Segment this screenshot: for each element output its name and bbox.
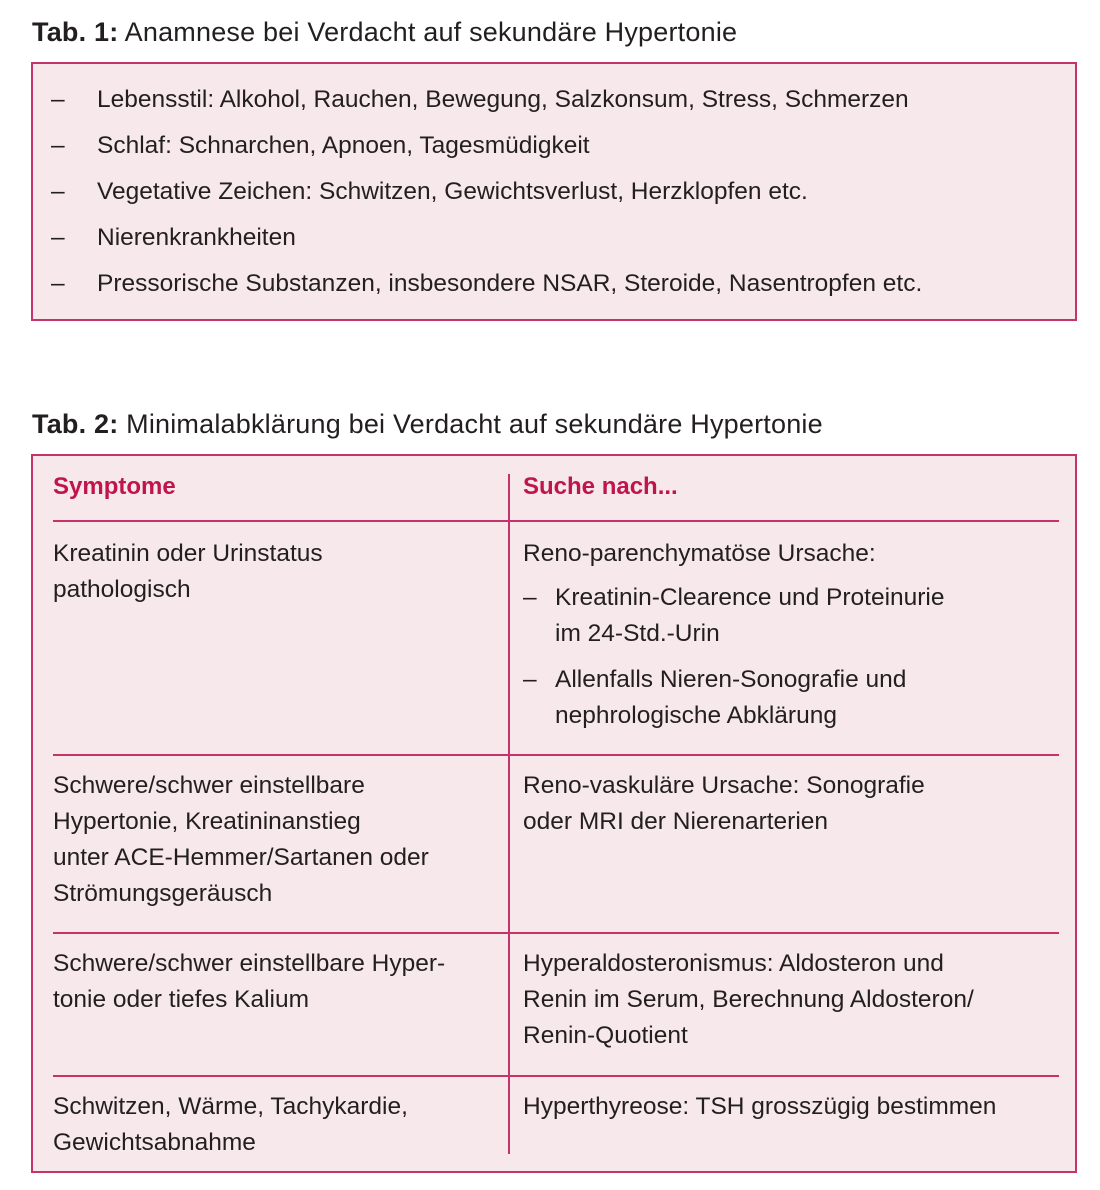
table-row-1-search xyxy=(523,536,945,744)
table2-label: Tab. 2: xyxy=(32,409,119,439)
list-item xyxy=(51,130,922,176)
list-item-text: Schlaf: Schnarchen, Apnoen, Tagesmüdigkeit xyxy=(97,132,590,159)
cell-line: im 24-Std.-Urin xyxy=(555,620,720,647)
list-item-text: Lebensstil: Alkohol, Rauchen, Bewegung, Salzkonsum, Stress, Schmerzen xyxy=(97,86,909,113)
dash-bullet-icon: – xyxy=(51,224,65,251)
table2-title: Minimalabklärung bei Verdacht auf sekundäre Hypertonie xyxy=(126,409,823,439)
table-row-3-symptoms xyxy=(53,946,445,1018)
table2-caption xyxy=(32,408,823,440)
cell-line: Schwere/schwer einstellbare xyxy=(53,772,365,799)
table-row-4-search xyxy=(523,1089,996,1125)
cell-line: Reno-vaskuläre Ursache: Sonografie xyxy=(523,772,925,799)
cell-line: Reno-parenchymatöse Ursache: xyxy=(523,540,876,567)
cell-line: Renin-Quotient xyxy=(523,1022,688,1049)
column-divider xyxy=(508,474,510,1154)
column-header-symptoms: Symptome xyxy=(53,473,176,500)
sub-list xyxy=(523,580,945,734)
list-item xyxy=(51,84,922,130)
table1-list xyxy=(51,84,922,314)
cell-line: unter ACE-Hemmer/Sartanen oder xyxy=(53,844,429,871)
cell-line: Allenfalls Nieren-Sonografie und xyxy=(555,666,907,693)
row-divider xyxy=(53,754,1059,756)
dash-bullet-icon: – xyxy=(51,178,65,205)
cell-line: nephrologische Abklärung xyxy=(555,702,837,729)
table1-box xyxy=(31,62,1077,321)
row-divider xyxy=(53,520,1059,522)
dash-bullet-icon: – xyxy=(51,270,65,297)
list-item-text: Vegetative Zeichen: Schwitzen, Gewichtsverlust, Herzklopfen etc. xyxy=(97,178,808,205)
cell-line: Renin im Serum, Berechnung Aldosteron/ xyxy=(523,986,974,1013)
list-item xyxy=(51,268,922,314)
table-row-4-symptoms xyxy=(53,1089,408,1161)
dash-bullet-icon: – xyxy=(523,666,537,693)
list-item xyxy=(523,580,945,652)
table1-title: Anamnese bei Verdacht auf sekundäre Hypertonie xyxy=(124,17,738,47)
table-row-3-search xyxy=(523,946,974,1054)
cell-line: pathologisch xyxy=(53,576,191,603)
cell-line: Hyperaldosteronismus: Aldosteron und xyxy=(523,950,944,977)
cell-line: Schwitzen, Wärme, Tachykardie, xyxy=(53,1093,408,1120)
cell-line: Hypertonie, Kreatininanstieg xyxy=(53,808,361,835)
cell-line: Strömungsgeräusch xyxy=(53,880,273,907)
cell-line: Schwere/schwer einstellbare Hyper- xyxy=(53,950,446,977)
column-header-search: Suche nach... xyxy=(523,473,678,500)
table1-caption xyxy=(32,16,737,48)
table-row-1-symptoms xyxy=(53,536,323,608)
row-divider xyxy=(53,932,1059,934)
cell-line: Gewichtsabnahme xyxy=(53,1129,256,1156)
table-row-2-symptoms xyxy=(53,768,429,912)
list-item-text: Nierenkrankheiten xyxy=(97,224,296,251)
dash-bullet-icon: – xyxy=(51,86,65,113)
list-item xyxy=(51,222,922,268)
cell-line: tonie oder tiefes Kalium xyxy=(53,986,310,1013)
cell-line: Kreatinin oder Urinstatus xyxy=(53,540,323,567)
cell-line: Kreatinin-Clearence und Proteinurie xyxy=(555,584,945,611)
cell-line: oder MRI der Nierenarterien xyxy=(523,808,829,835)
list-item-text: Pressorische Substanzen, insbesondere NSAR, Steroide, Nasentropfen etc. xyxy=(97,270,923,297)
table2-box xyxy=(31,454,1077,1173)
list-item xyxy=(523,662,945,734)
row-divider xyxy=(53,1075,1059,1077)
table1-label: Tab. 1: xyxy=(32,17,119,47)
table-row-2-search xyxy=(523,768,925,840)
dash-bullet-icon: – xyxy=(51,132,65,159)
dash-bullet-icon: – xyxy=(523,584,537,611)
list-item xyxy=(51,176,922,222)
cell-line: Hyperthyreose: TSH grosszügig bestimmen xyxy=(523,1093,997,1120)
